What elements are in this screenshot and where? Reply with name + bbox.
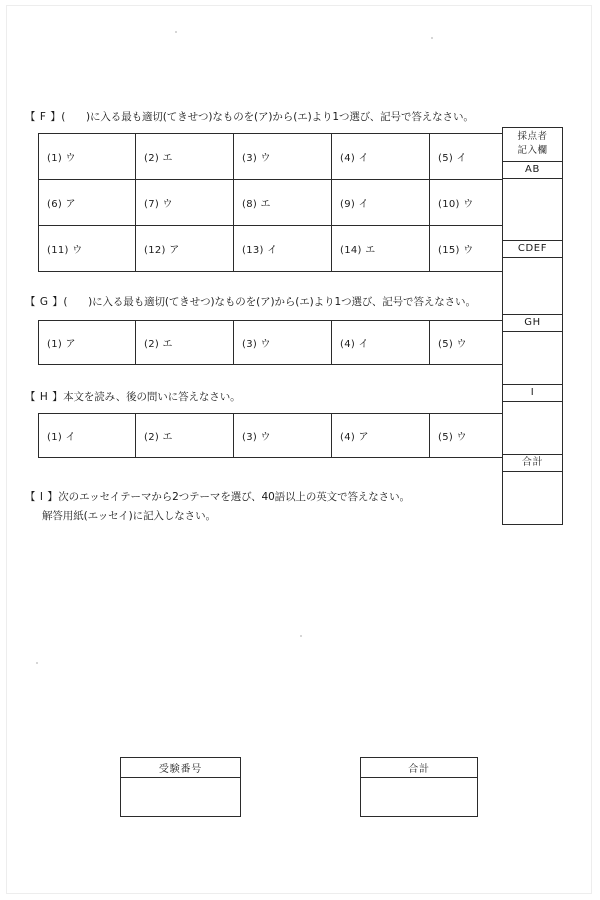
section-g-prompt-text: ( )に入る最も適切(てきせつ)なものを(ア)から(エ)より1つ選び、記号で答えなさい。 [63, 296, 476, 308]
scorer-column [502, 127, 563, 525]
total-score-label: 合計 [361, 758, 477, 778]
answer-cell-h-1[interactable]: (1) イ [39, 414, 136, 458]
scan-speck [431, 37, 433, 39]
scorer-input-cdef[interactable] [503, 258, 562, 315]
scorer-label-cdef: CDEF [503, 241, 562, 258]
section-i-prompt-line2: 解答用紙(エッセイ)に記入しなさい。 [42, 510, 216, 522]
scorer-column-header [503, 128, 562, 162]
section-f-tag: 【 F 】 [25, 111, 62, 123]
answer-cell-g-2[interactable]: (2) エ [136, 321, 234, 365]
scorer-input-ab[interactable] [503, 179, 562, 241]
exam-number-input[interactable] [121, 778, 240, 816]
scorer-label-i: I [503, 385, 562, 402]
answer-cell-f-12[interactable]: (12) ア [136, 226, 234, 272]
answer-cell-g-3[interactable]: (3) ウ [234, 321, 332, 365]
exam-number-label: 受験番号 [121, 758, 240, 778]
answer-cell-f-8[interactable]: (8) エ [234, 180, 332, 226]
section-i-prompt-text: 次のエッセイテーマから2つテーマを選び、40語以上の英文で答えなさい。 [58, 491, 410, 503]
section-h-prompt-text: 本文を読み、後の問いに答えなさい。 [63, 391, 241, 403]
section-h-prompt [25, 390, 241, 404]
answer-cell-g-5[interactable]: (5) ウ [430, 321, 528, 365]
table-row [39, 414, 528, 458]
scan-speck [300, 635, 302, 637]
section-f-prompt [25, 110, 474, 124]
scorer-input-total[interactable] [503, 472, 562, 524]
answer-cell-g-1[interactable]: (1) ア [39, 321, 136, 365]
scan-speck [175, 31, 177, 33]
scorer-label-gh: GH [503, 315, 562, 332]
answer-table-g [38, 320, 528, 365]
answer-cell-h-5[interactable]: (5) ウ [430, 414, 528, 458]
answer-cell-f-6[interactable]: (6) ア [39, 180, 136, 226]
table-row [39, 321, 528, 365]
answer-cell-f-2[interactable]: (2) エ [136, 134, 234, 180]
section-i-tag: 【 I 】 [25, 491, 59, 503]
exam-number-box [120, 757, 241, 817]
answer-cell-f-15[interactable]: (15) ウ [430, 226, 528, 272]
table-row [39, 226, 528, 272]
answer-cell-g-4[interactable]: (4) イ [332, 321, 430, 365]
answer-cell-f-3[interactable]: (3) ウ [234, 134, 332, 180]
section-g-tag: 【 G 】 [25, 296, 64, 308]
scorer-input-gh[interactable] [503, 332, 562, 385]
answer-cell-h-2[interactable]: (2) エ [136, 414, 234, 458]
section-h-tag: 【 H 】 [25, 391, 64, 403]
total-score-input[interactable] [361, 778, 477, 816]
answer-cell-f-9[interactable]: (9) イ [332, 180, 430, 226]
scorer-label-total: 合計 [503, 455, 562, 472]
scan-speck [36, 662, 38, 664]
scorer-input-i[interactable] [503, 402, 562, 455]
section-i-prompt [25, 490, 410, 504]
answer-cell-f-4[interactable]: (4) イ [332, 134, 430, 180]
scorer-label-ab: AB [503, 162, 562, 179]
scorer-header-line2: 記入欄 [517, 144, 548, 156]
answer-cell-h-3[interactable]: (3) ウ [234, 414, 332, 458]
section-f-prompt-text: ( )に入る最も適切(てきせつ)なものを(ア)から(エ)より1つ選び、記号で答えなさい。 [61, 111, 474, 123]
scorer-header-line1: 採点者 [517, 131, 548, 142]
answer-cell-h-4[interactable]: (4) ア [332, 414, 430, 458]
answer-table-f [38, 133, 528, 272]
answer-cell-f-11[interactable]: (11) ウ [39, 226, 136, 272]
section-g-prompt [25, 295, 476, 309]
answer-cell-f-5[interactable]: (5) イ [430, 134, 528, 180]
table-row [39, 180, 528, 226]
table-row [39, 134, 528, 180]
answer-cell-f-13[interactable]: (13) イ [234, 226, 332, 272]
answer-cell-f-14[interactable]: (14) エ [332, 226, 430, 272]
total-score-box [360, 757, 478, 817]
answer-cell-f-1[interactable]: (1) ウ [39, 134, 136, 180]
answer-cell-f-10[interactable]: (10) ウ [430, 180, 528, 226]
answer-table-h [38, 413, 528, 458]
answer-cell-f-7[interactable]: (7) ウ [136, 180, 234, 226]
